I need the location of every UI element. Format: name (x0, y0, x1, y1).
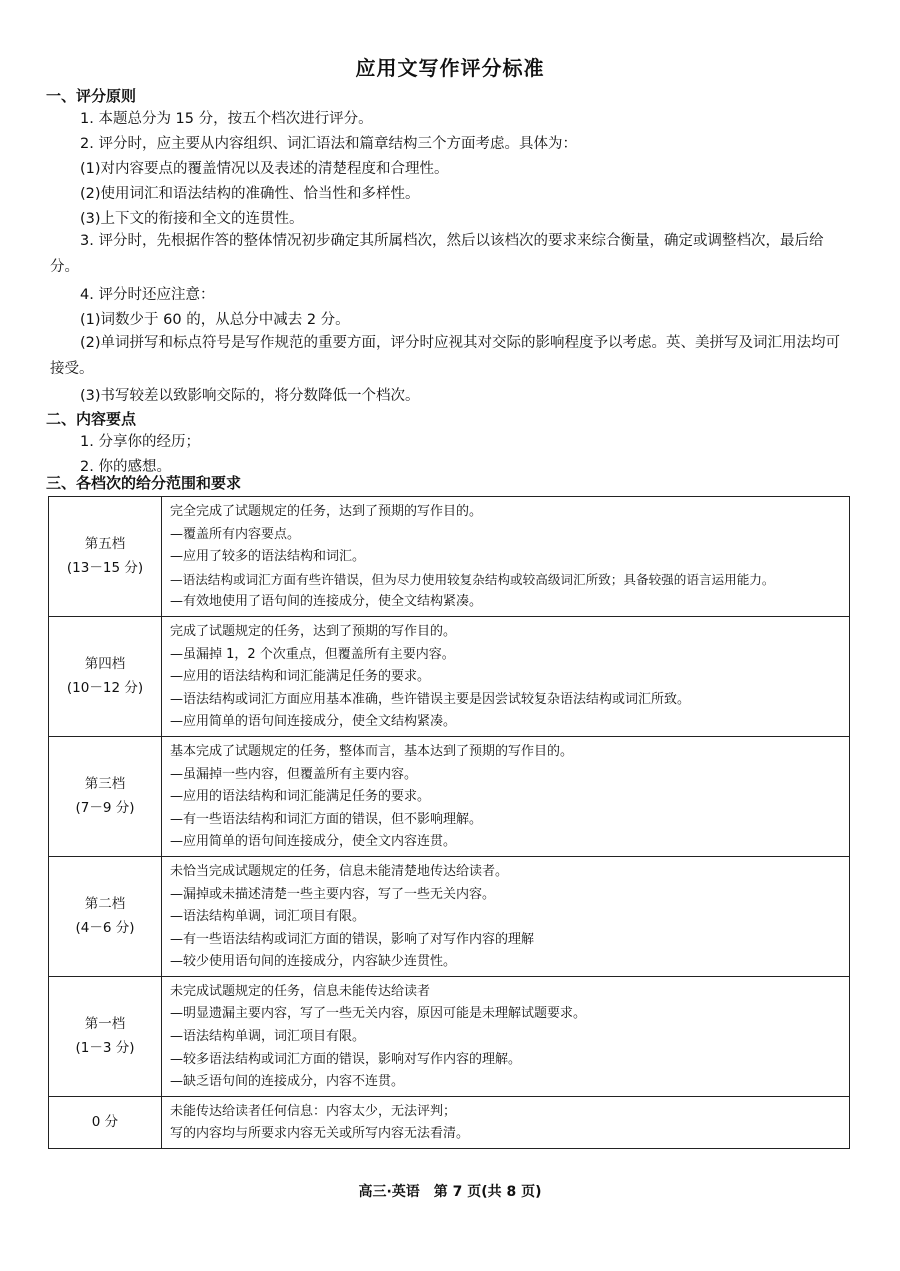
grade-description-cell (162, 616, 850, 736)
grade-line: —应用了较多的语法结构和词汇。 (170, 549, 366, 565)
principle-1: 1. 本题总分为 15 分，按五个档次进行评分。 (80, 111, 373, 127)
grade-level-name: 第三档 (84, 776, 126, 793)
grade-level-name: 第二档 (84, 896, 126, 913)
principle-2: 2. 评分时，应主要从内容组织、词汇语法和篇章结构三个方面考虑。具体为： (80, 136, 577, 152)
grade-line: —虽漏掉 1，2 个次重点，但覆盖所有主要内容。 (170, 646, 455, 662)
grade-row-5 (49, 497, 850, 617)
principle-4b: (2)单词拼写和标点符号是写作规范的重要方面，评分时应视其对交际的影响程度予以考虑。英、美拼写及词汇用法均可接受。 (50, 335, 841, 377)
grade-line: —语法结构单调，词汇项目有限。 (170, 909, 366, 925)
grade-line: —有一些语法结构或词汇方面的错误，影响了对写作内容的理解 (170, 931, 535, 947)
grade-row-3 (49, 736, 850, 856)
principle-2a: (1)对内容要点的覆盖情况以及表述的清楚程度和合理性。 (80, 161, 449, 177)
grade-level-cell (49, 1096, 162, 1148)
grade-level-name: 第五档 (84, 536, 126, 553)
grade-line: —有效地使用了语句间的连接成分，使全文结构紧凑。 (170, 594, 483, 610)
grade-line: 完全完成了试题规定的任务，达到了预期的写作目的。 (170, 504, 483, 519)
grade-line: 写的内容均与所要求内容无关或所写内容无法看清。 (170, 1126, 470, 1142)
grade-line: 基本完成了试题规定的任务，整体而言，基本达到了预期的写作目的。 (170, 743, 574, 759)
grade-row-0 (49, 1096, 850, 1148)
principle-4c: (3)书写较差以致影响交际的，将分数降低一个档次。 (80, 388, 420, 404)
grade-row-2 (49, 856, 850, 976)
grade-line: 未恰当完成试题规定的任务，信息未能清楚地传达给读者。 (170, 863, 509, 879)
section-heading-content-points: 二、内容要点 (46, 410, 137, 428)
grade-line: 未能传达给读者任何信息：内容太少，无法评判； (170, 1103, 457, 1119)
principle-3: 3. 评分时，先根据作答的整体情况初步确定其所属档次，然后以该档次的要求来综合衡量，确定或调整档次，最后给分。 (50, 233, 824, 275)
principle-4a: (1)词数少于 60 的，从总分中减去 2 分。 (80, 312, 350, 328)
grading-table (48, 496, 850, 1149)
principle-4: 4. 评分时还应注意： (80, 287, 215, 303)
grade-row-4 (49, 616, 850, 736)
grade-line: 未完成试题规定的任务，信息未能传达给读者 (170, 983, 431, 999)
grade-line: —缺乏语句间的连接成分，内容不连贯。 (170, 1074, 405, 1090)
grade-line: —语法结构或词汇方面应用基本准确，些许错误主要是因尝试较复杂语法结构或词汇所致。 (170, 691, 691, 707)
grade-description-cell (162, 736, 850, 856)
grade-level-name: 第四档 (84, 656, 126, 673)
grade-line: —应用的语法结构和词汇能满足任务的要求。 (170, 789, 431, 805)
grade-line: —明显遗漏主要内容，写了一些无关内容，原因可能是未理解试题要求。 (170, 1006, 587, 1022)
grade-level-cell (49, 976, 162, 1096)
content-point-1: 1. 分享你的经历； (80, 434, 200, 450)
principle-2c: (3)上下文的衔接和全文的连贯性。 (80, 211, 304, 227)
grade-description-cell (162, 976, 850, 1096)
page-title: 应用文写作评分标准 (355, 56, 545, 80)
grade-line: —有一些语法结构和词汇方面的错误，但不影响理解。 (170, 811, 483, 827)
principle-2b: (2)使用词汇和语法结构的准确性、恰当性和多样性。 (80, 186, 420, 202)
grade-line: —应用的语法结构和词汇能满足任务的要求。 (170, 669, 431, 685)
grade-description-cell (162, 497, 850, 617)
grade-level-range: (13－15 分) (66, 560, 144, 577)
grade-level-range: (10－12 分) (66, 680, 144, 697)
grade-description-cell (162, 1096, 850, 1148)
grade-line: —语法结构单调，词汇项目有限。 (170, 1029, 366, 1045)
grade-line: —漏掉或未描述清楚一些主要内容，写了一些无关内容。 (170, 886, 496, 902)
grade-level-cell (49, 616, 162, 736)
grade-level-range: (1－3 分) (75, 1040, 135, 1057)
grade-level-range: (4－6 分) (75, 920, 135, 937)
section-heading-principles: 一、评分原则 (46, 87, 137, 105)
grade-line: —语法结构或词汇方面有些许错误，但为尽力使用较复杂结构或较高级词汇所致；具备较强的语言运用能力。 (170, 571, 775, 587)
grade-line: —应用简单的语句间连接成分，使全文内容连贯。 (170, 834, 457, 850)
section-heading-grading-levels: 三、各档次的给分范围和要求 (46, 474, 242, 492)
page-footer: 高三·英语 第 7 页(共 8 页) (358, 1184, 542, 1200)
grade-line: 完成了试题规定的任务，达到了预期的写作目的。 (170, 623, 457, 639)
grade-line: —较少使用语句间的连接成分，内容缺少连贯性。 (170, 954, 457, 970)
grade-line: —应用简单的语句间连接成分，使全文结构紧凑。 (170, 714, 457, 730)
grade-row-1 (49, 976, 850, 1096)
grade-level-name: 0 分 (91, 1114, 119, 1131)
grade-level-name: 第一档 (84, 1016, 126, 1033)
content-point-2: 2. 你的感想。 (80, 459, 171, 475)
grade-level-cell (49, 736, 162, 856)
grade-line: —较多语法结构或词汇方面的错误，影响对写作内容的理解。 (170, 1051, 522, 1067)
grade-level-cell (49, 856, 162, 976)
grade-line: —覆盖所有内容要点。 (170, 526, 301, 542)
grade-line: —虽漏掉一些内容，但覆盖所有主要内容。 (170, 766, 418, 782)
grade-description-cell (162, 856, 850, 976)
grade-level-cell (49, 497, 162, 617)
grade-level-range: (7－9 分) (75, 800, 135, 817)
